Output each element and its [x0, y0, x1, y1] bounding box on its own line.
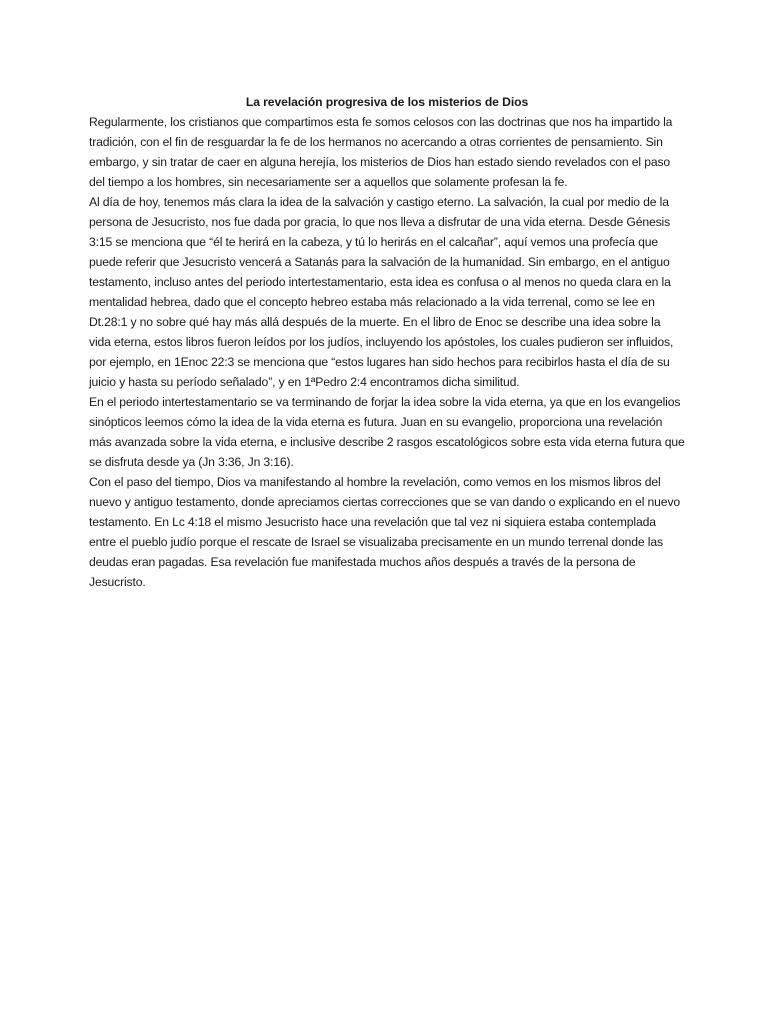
paragraph-3: En el periodo intertestamentario se va terminando de forjar la idea sobre la vida eterna, ya que en los evangelios sinópticos leemos cómo la idea de la vida eterna es futura. Juan en su evangelio, proporciona una revelación más avanzada sobre la vida eterna, e inclusive describe 2 rasgos escatológicos sobre esta vida eterna futura que se disfruta desde ya (Jn 3:36, Jn 3:16).	[89, 395, 685, 469]
paragraph-4: Con el paso del tiempo, Dios va manifestando al hombre la revelación, como vemos en los mismos libros del nuevo y antiguo testamento, donde apreciamos ciertas correcciones que se van dando o explicando en el nuevo testamento. En Lc 4:18 el mismo Jesucristo hace una revelación que tal vez ni siquiera estaba contemplada entre el pueblo judío porque el rescate de Israel se visualizaba precisamente en un mundo terrenal donde las deudas eran pagadas. Esa revelación fue manifestada muchos años después a través de la persona de Jesucristo.	[89, 475, 681, 589]
paragraph-1: Regularmente, los cristianos que compartimos esta fe somos celosos con las doctrinas que nos ha impartido la tradición, con el fin de resguardar la fe de los hermanos no acercando a otras corrientes de pensamiento. Sin embargo, y sin tratar de caer en alguna herejía, los misterios de Dios han estado siendo revelados con el paso del tiempo a los hombres, sin necesariamente ser a aquellos que solamente profesan la fe.	[89, 115, 673, 189]
document-title: La revelación progresiva de los misterios de Dios	[245, 95, 529, 109]
paragraph-2: Al día de hoy, tenemos más clara la idea de la salvación y castigo eterno. La salvación, la cual por medio de la persona de Jesucristo, nos fue dada por gracia, lo que nos lleva a disfrutar de una vida eterna. Desde Génesis 3:15 se menciona que “él te herirá en la cabeza, y tú lo herirás en el calcañar”, aquí vemos una profecía que puede referir que Jesucristo vencerá a Satanás para la salvación de la humanidad. Sin embargo, en el antiguo testamento, incluso antes del periodo intertestamentario, esta idea es confusa o al menos no queda clara en la mentalidad hebrea, dado que el concepto hebreo estaba más relacionado a la vida terrenal, como se lee en Dt.28:1 y no sobre qué hay más allá después de la muerte. En el libro de Enoc se describe una idea sobre la vida eterna, estos libros fueron leídos por los judíos, incluyendo los apóstoles, los cuales pudieron ser influidos, por ejemplo, en 1Enoc 22:3 se menciona que “estos lugares han sido hechos para recibirlos hasta el día de su juicio y hasta su período señalado”, y en 1ªPedro 2:4 encontramos dicha similitud.	[89, 195, 674, 389]
document-page	[89, 92, 685, 592]
